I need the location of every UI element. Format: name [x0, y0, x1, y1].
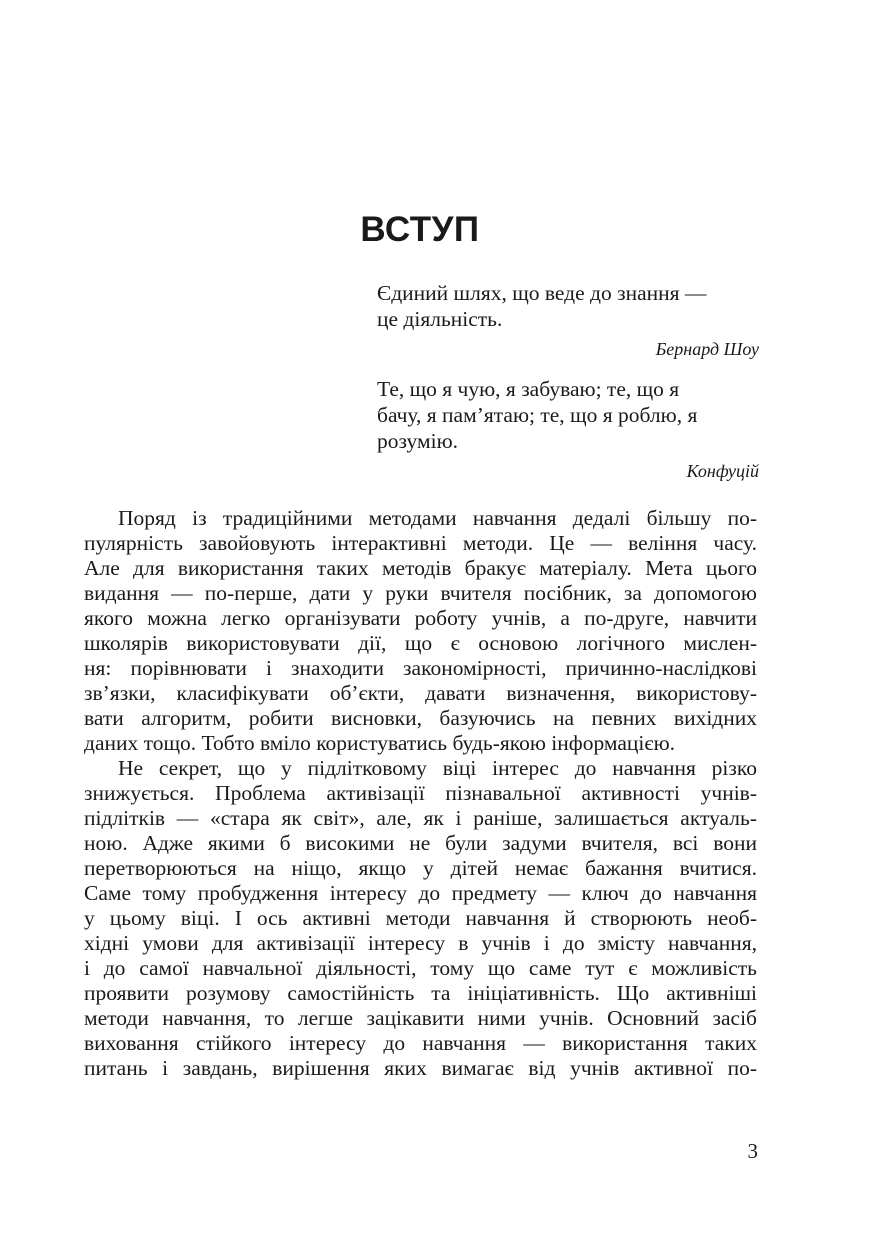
epigraph-line: це діяльність.: [377, 307, 503, 331]
epigraph-line: розумію.: [377, 429, 459, 453]
text-line: Але для використання таких методів бракує матеріалу. Мета цього: [84, 556, 757, 580]
text-line: Не секрет, що у підлітковому віці інтерес до навчання різко: [118, 756, 757, 780]
epigraph: [377, 376, 759, 482]
text-line: вати алгоритм, робити висновки, базуючись на певних вихідних: [84, 706, 757, 730]
page-number: 3: [747, 1139, 758, 1163]
text-line: хідні умови для активізації інтересу в учнів і до змісту навчання,: [84, 931, 757, 955]
text-line: методи навчання, то легше зацікавити ними учнів. Основний засіб: [84, 1006, 757, 1030]
epigraph-line: бачу, я пам’ятаю; те, що я роблю, я: [377, 403, 698, 427]
text-line: знижується. Проблема активізації пізнавальної активності учнів-: [84, 781, 757, 805]
text-line: пулярність завойовують інтерактивні методи. Це — веління часу.: [84, 531, 757, 555]
text-line: перетворюються на ніщо, якщо у дітей немає бажання вчитися.: [84, 856, 757, 880]
text-line: ною. Адже якими б високими не були задуми вчителя, всі вони: [84, 831, 757, 855]
text-line: і до самої навчальної діяльності, тому що саме тут є можливість: [84, 956, 757, 980]
text-line: проявити розумову самостійність та ініціативність. Що активніші: [84, 981, 757, 1005]
paragraph: [84, 756, 757, 1081]
text-line: якого можна легко організувати роботу учнів, а по-друге, навчити: [84, 606, 757, 630]
text-line: питань і завдань, вирішення яких вимагає від учнів активної по-: [84, 1056, 757, 1080]
text-line: Поряд із традиційними методами навчання дедалі більшу по-: [118, 506, 757, 530]
epigraph-line: Те, що я чую, я забуваю; те, що я: [377, 377, 680, 401]
epigraph-author: Бернард Шоу: [655, 339, 759, 359]
body-text: [84, 506, 757, 1081]
text-line: видання — по-перше, дати у руки вчителя посібник, за допомогою: [84, 581, 757, 605]
text-line: у цьому віці. І ось активні методи навчання й створюють необ-: [84, 906, 757, 930]
epigraph-line: Єдиний шлях, що веде до знання —: [377, 281, 707, 305]
text-line: даних тощо. Тобто вміло користуватись будь-якою інформацією.: [84, 731, 676, 755]
text-line: школярів використовувати дії, що є основою логічного мислен-: [84, 631, 757, 655]
epigraph-author: Конфуцій: [686, 461, 759, 481]
text-line: виховання стійкого інтересу до навчання — використання таких: [84, 1031, 757, 1055]
text-line: підлітків — «стара як світ», але, як і раніше, залишається актуаль-: [84, 806, 757, 830]
paragraph: [84, 506, 757, 756]
text-line: ня: порівнювати і знаходити закономірності, причинно-наслідкові: [84, 656, 757, 680]
epigraph: [377, 280, 759, 360]
text-line: Саме тому пробудження інтересу до предмету — ключ до навчання: [84, 881, 757, 905]
page-title: ВСТУП: [360, 210, 480, 249]
text-line: зв’язки, класифікувати об’єкти, давати визначення, використову-: [84, 681, 757, 705]
